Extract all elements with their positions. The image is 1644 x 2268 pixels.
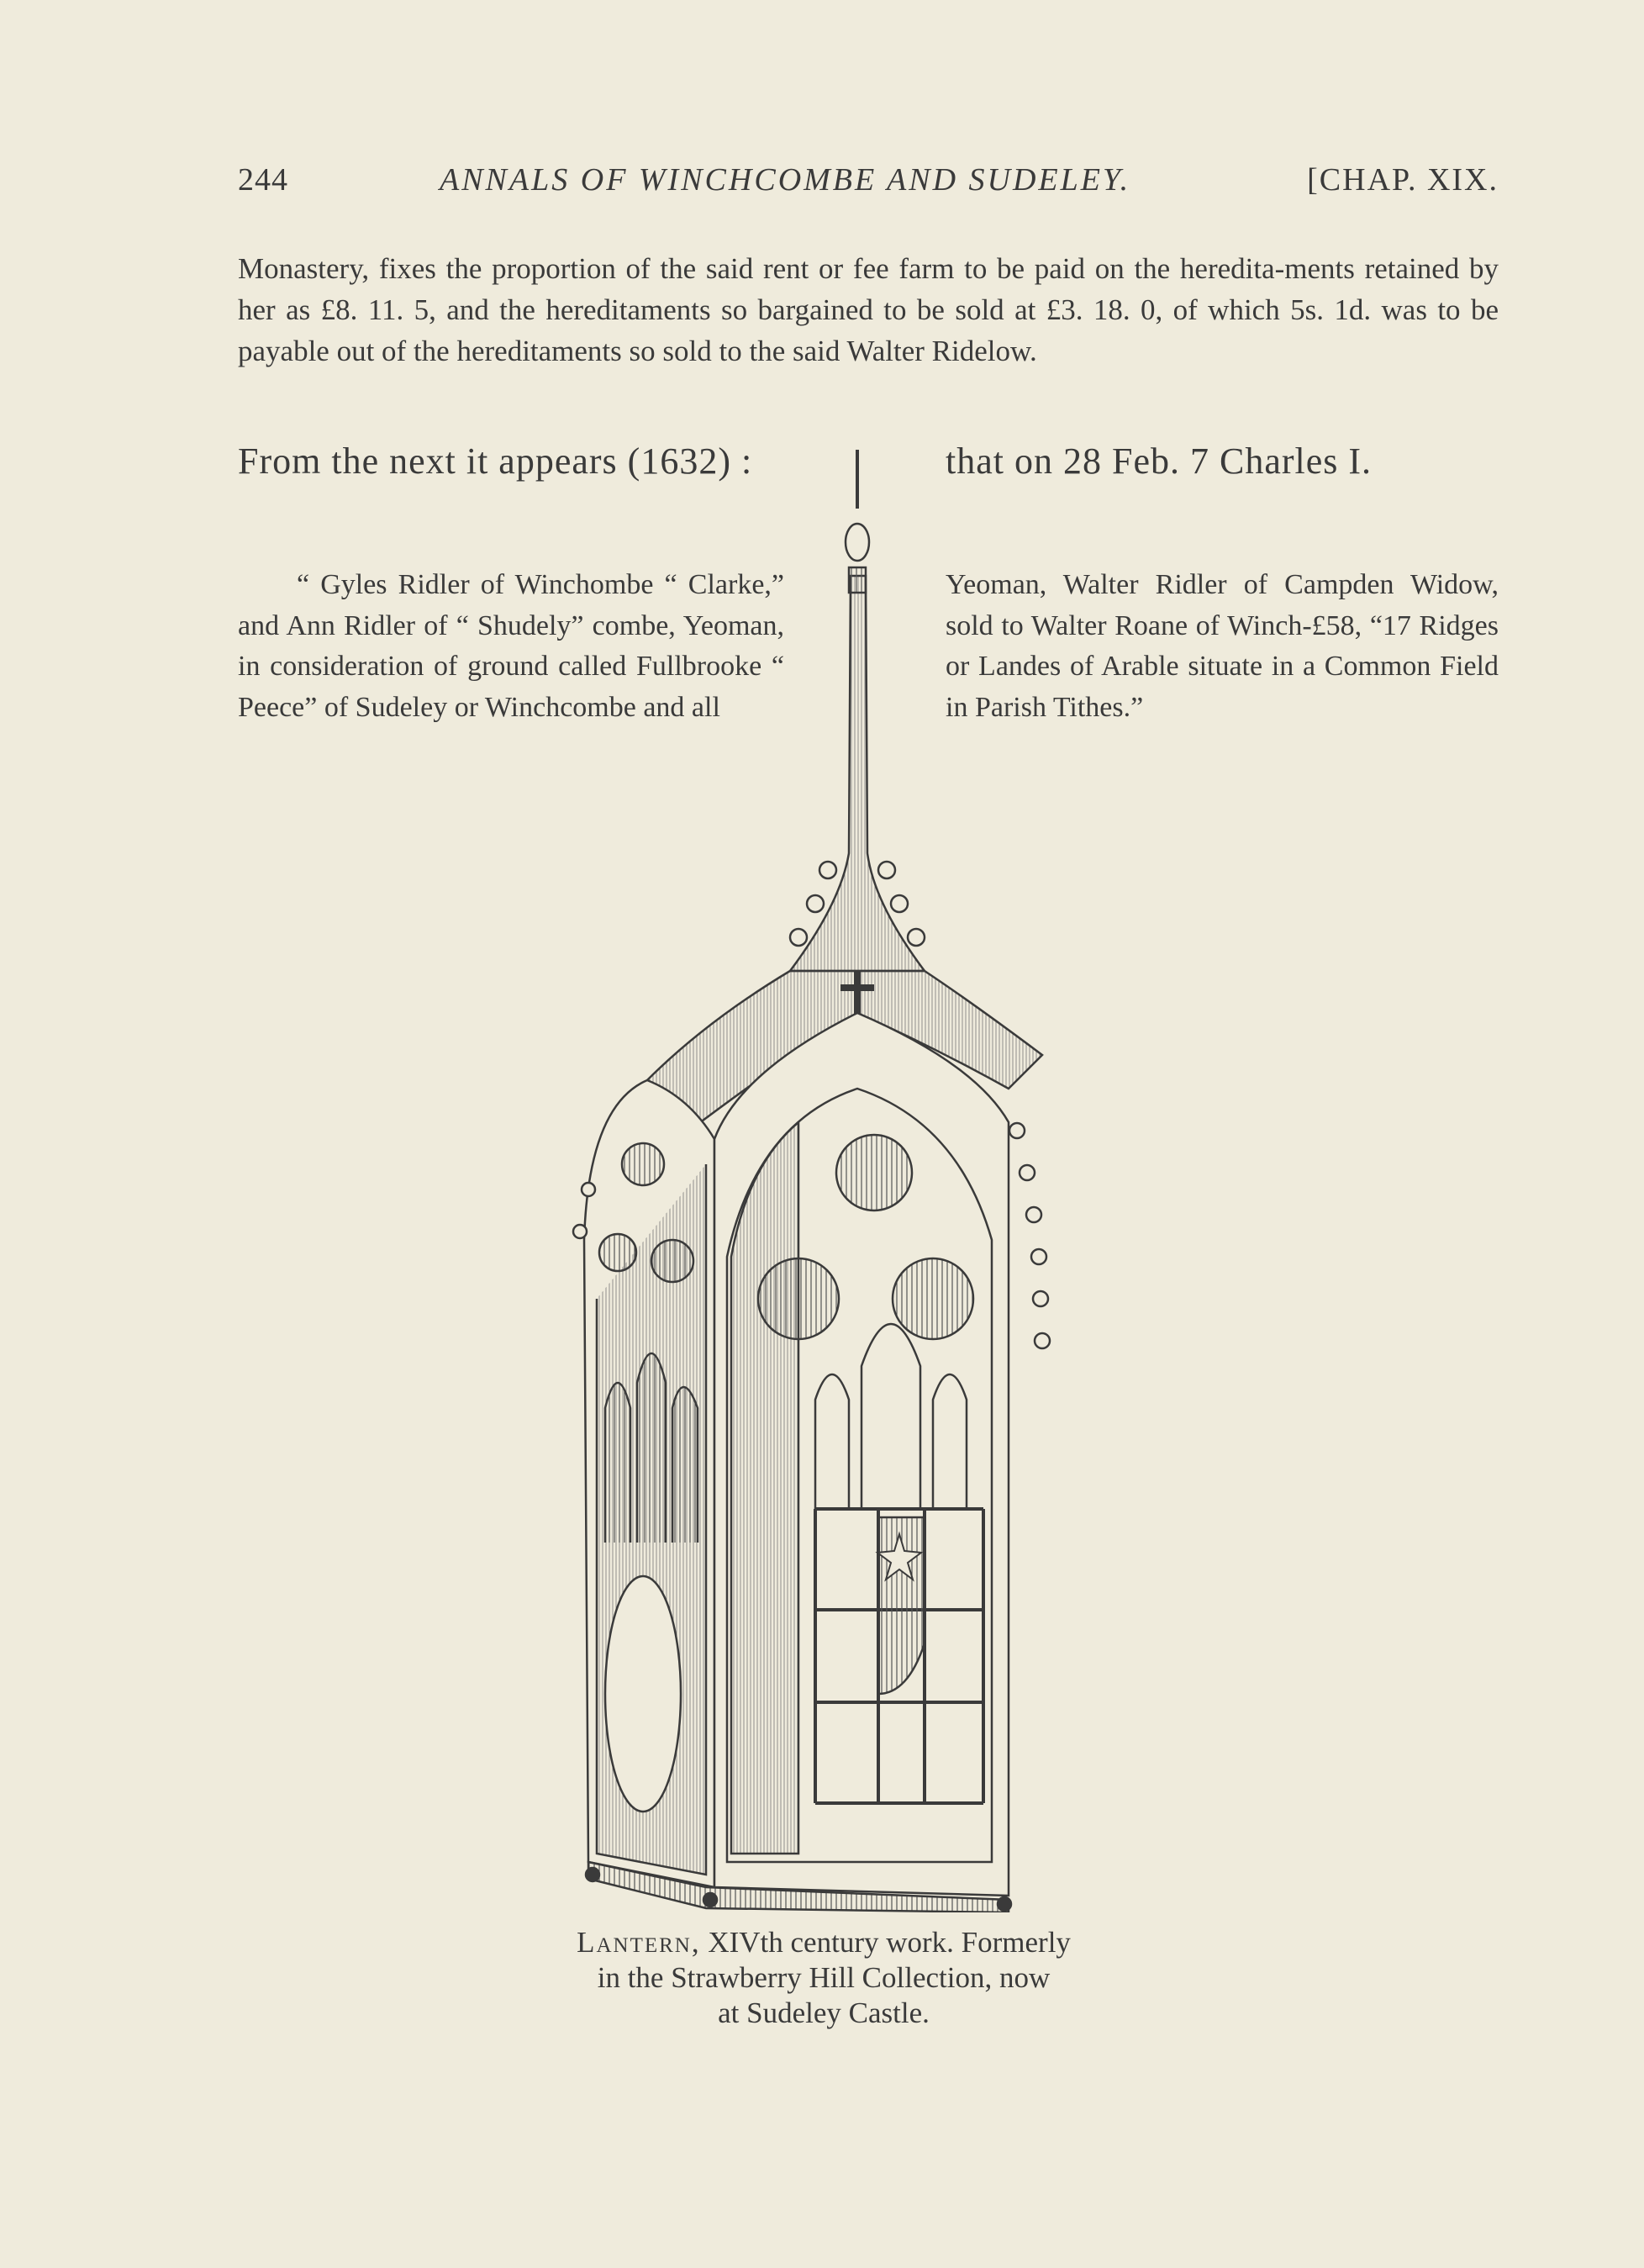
chapter-marker: [CHAP. XIX. — [1307, 162, 1499, 198]
page-number: 244 — [238, 162, 288, 198]
intro-paragraph: Monastery, fixes the proportion of the said rent or fee farm to be paid on the heredita-ments retained by her as £8. 11. 5, and the hereditaments so bargained to be sold at £3. 18. 0, of which 5s. 1d. was to be payable out of the hereditaments so sold to the said Walter Ridelow. — [238, 252, 1499, 367]
caption-line-3: at Sudeley Castle. — [718, 1996, 930, 2029]
caption-line-2: in the Strawberry Hill Collection, now — [597, 1961, 1051, 1994]
lantern-illustration — [538, 433, 1177, 1912]
caption-label: Lantern, — [577, 1926, 701, 1959]
running-title: ANNALS OF WINCHCOMBE AND SUDELEY. — [440, 162, 1131, 198]
lead-text-right: that on 28 Feb. 7 Charles I. — [946, 440, 1373, 482]
quote-text-right: Yeoman, Walter Ridler of Campden Widow, sold to Walter Roane of Winch-£58, “17 Ridges or Landes of Arable situate in a Common Field in Parish Tithes.” — [946, 569, 1499, 723]
caption-line-1: XIVth century work. Formerly — [708, 1926, 1071, 1959]
lead-text-left: From the next it appears (1632) : — [238, 440, 753, 482]
figure-caption — [471, 1925, 1177, 2031]
quote-text-left: “ Gyles Ridler of Winchombe “ Clarke,” and Ann Ridler of “ Shudely” combe, Yeoman, in consideration of ground called Fullbrooke “ Peece” of Sudeley or Winchcombe and all — [238, 569, 784, 723]
running-header — [238, 161, 1499, 208]
